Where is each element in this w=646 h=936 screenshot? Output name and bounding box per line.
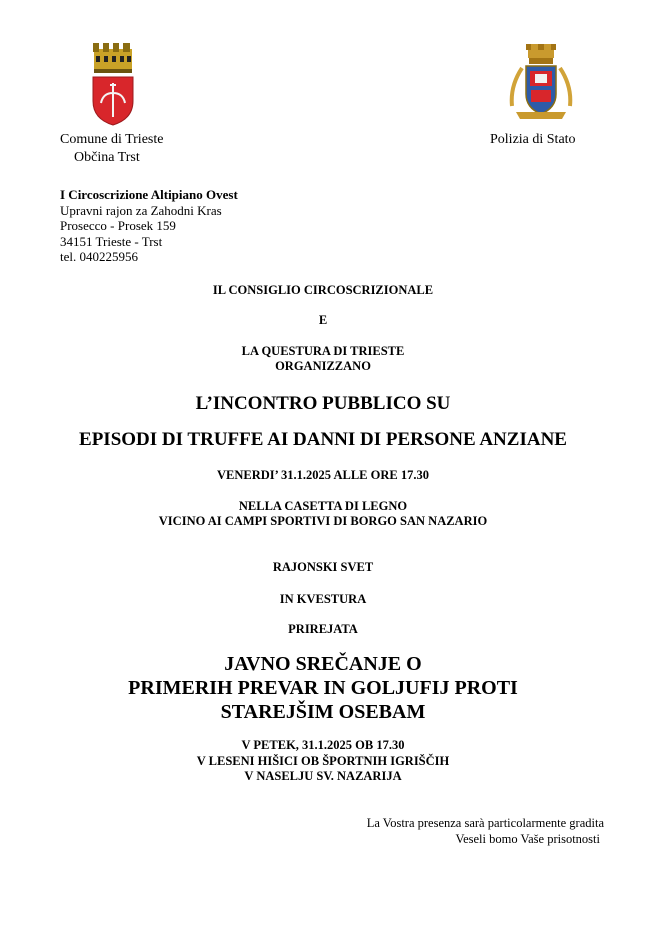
italian-organizer-line: IL CONSIGLIO CIRCOSCRIZIONALE	[212, 283, 434, 297]
italian-place: NELLA CASETTA DI LEGNO	[238, 499, 408, 513]
slovenian-organizer-line: IN KVESTURA	[279, 592, 367, 606]
slovenian-place: V NASELJU SV. NAZARIJA	[244, 769, 402, 783]
address-phone: tel. 040225956	[60, 249, 138, 264]
italian-conjunction: E	[318, 313, 328, 327]
circoscrizione-name: I Circoscrizione Altipiano Ovest	[60, 187, 238, 202]
address-line: 34151 Trieste - Trst	[60, 233, 163, 249]
trieste-coat-of-arms	[88, 43, 138, 127]
italian-title-line: EPISODI DI TRUFFE AI DANNI DI PERSONE ANZIANE	[79, 429, 567, 450]
slovenian-organizer-line: PRIREJATA	[288, 622, 358, 636]
polizia-di-stato-emblem	[508, 44, 574, 122]
address-block	[60, 187, 238, 265]
slovenian-title-line: PRIMERIH PREVAR IN GOLJUFIJ PROTI	[128, 677, 518, 699]
address-line: Upravni rajon za Zahodni Kras	[60, 202, 222, 218]
italian-title-line: L’INCONTRO PUBBLICO SU	[195, 393, 451, 414]
italian-organizer-line: ORGANIZZANO	[275, 359, 371, 373]
italian-place: VICINO AI CAMPI SPORTIVI DI BORGO SAN NAZARIO	[158, 514, 488, 528]
slovenian-title-line: STAREJŠIM OSEBAM	[220, 701, 426, 723]
slovenian-date: V PETEK, 31.1.2025 OB 17.30	[241, 738, 405, 752]
address-line: Prosecco - Prosek 159	[60, 218, 176, 233]
obcina-trst-label: Občina Trst	[74, 150, 140, 165]
italian-date: VENERDI’ 31.1.2025 ALLE ORE 17.30	[217, 468, 429, 482]
closing-italian: La Vostra presenza sarà particolarmente gradita	[366, 816, 604, 830]
slovenian-title-line: JAVNO SREČANJE O	[224, 653, 422, 675]
italian-organizer-line: LA QUESTURA DI TRIESTE	[241, 344, 405, 358]
closing-slovenian: Veseli bomo Vaše prisotnosti	[455, 832, 600, 846]
polizia-di-stato-label: Polizia di Stato	[490, 132, 576, 147]
comune-di-trieste-label: Comune di Trieste	[60, 132, 164, 147]
slovenian-organizer-line: RAJONSKI SVET	[272, 560, 374, 574]
slovenian-place: V LESENI HIŠICI OB ŠPORTNIH IGRIŠČIH	[196, 754, 450, 768]
